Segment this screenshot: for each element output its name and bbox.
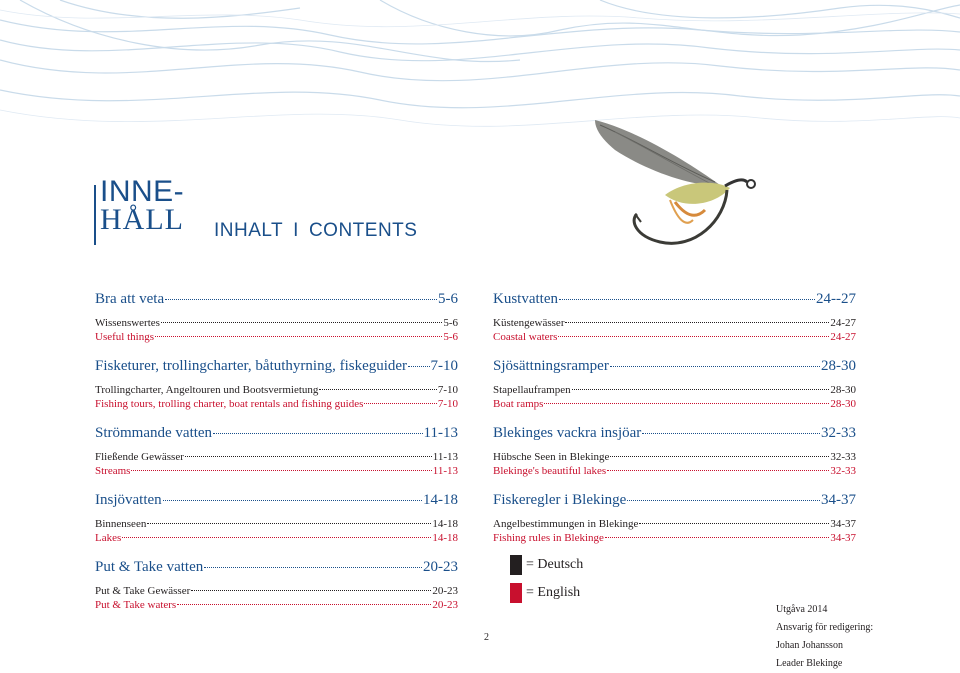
dot-leader — [364, 403, 436, 404]
dot-leader — [177, 604, 431, 605]
toc-entry-de[interactable] — [493, 517, 856, 531]
dot-leader — [213, 433, 422, 434]
toc-heading[interactable] — [95, 424, 458, 442]
toc-entry-page: 24-27 — [830, 317, 856, 329]
toc-entry-page: 11-13 — [432, 451, 458, 463]
toc-section — [493, 290, 856, 344]
dot-leader — [627, 500, 820, 501]
toc-entry-page: 24-27 — [830, 331, 856, 343]
subtitle-separator: I — [293, 220, 299, 241]
colophon-organization: Leader Blekinge — [776, 658, 843, 669]
toc-entry-label: Coastal waters — [493, 331, 558, 343]
legend-label-english: = English — [526, 585, 581, 600]
subtitle-contents: CONTENTS — [308, 220, 418, 241]
toc-section — [493, 424, 856, 478]
toc-heading-page: 5-6 — [438, 291, 458, 307]
dot-leader — [558, 336, 829, 337]
toc-entry-page: 28-30 — [830, 398, 856, 410]
toc-heading-label: Insjövatten — [95, 492, 162, 508]
dot-leader — [610, 366, 820, 367]
toc-entry-page: 32-33 — [830, 465, 856, 477]
fishing-fly-image — [575, 110, 775, 260]
toc-entry-de[interactable] — [95, 517, 458, 531]
toc-entry-en[interactable] — [95, 531, 458, 545]
dot-leader — [185, 456, 432, 457]
title-line-2: HÅLL — [100, 203, 184, 236]
dot-leader — [605, 537, 829, 538]
toc-entry-page: 7-10 — [437, 398, 458, 410]
toc-heading[interactable] — [493, 290, 856, 308]
toc-entry-label: Wissenswertes — [95, 317, 160, 329]
title-line-1: INNE- — [100, 175, 185, 208]
toc-entry-page: 7-10 — [437, 384, 458, 396]
legend-row-english — [510, 583, 583, 603]
toc-heading-page: 7-10 — [430, 358, 458, 374]
toc-heading[interactable] — [95, 491, 458, 509]
toc-heading-page: 20-23 — [423, 559, 458, 575]
dot-leader — [131, 470, 431, 471]
toc-entry-de[interactable] — [95, 450, 458, 464]
toc-entry-label: Fishing tours, trolling charter, boat rentals and fishing guides — [95, 398, 364, 410]
toc-heading-page: 14-18 — [423, 492, 458, 508]
title-subtitle — [214, 220, 417, 242]
toc-heading-page: 24--27 — [816, 291, 856, 307]
toc-entry-page: 5-6 — [443, 317, 458, 329]
wave-pattern-decoration — [0, 0, 960, 160]
dot-leader — [165, 299, 437, 300]
colophon-editor-name: Johan Johansson — [776, 640, 843, 651]
toc-entry-label: Küstengewässer — [493, 317, 565, 329]
dot-leader — [559, 299, 815, 300]
toc-entry-label: Put & Take Gewässer — [95, 585, 191, 597]
dot-leader — [642, 433, 820, 434]
toc-heading[interactable] — [493, 424, 856, 442]
toc-entry-en[interactable] — [95, 598, 458, 612]
toc-entry-page: 34-37 — [830, 532, 856, 544]
toc-entry-en[interactable] — [493, 397, 856, 411]
toc-entry-page: 34-37 — [830, 518, 856, 530]
toc-right-column — [493, 290, 856, 558]
dot-leader — [408, 366, 429, 367]
colophon — [776, 601, 873, 673]
dot-leader — [163, 500, 422, 501]
toc-section — [95, 491, 458, 545]
subtitle-inhalt: INHALT — [214, 220, 284, 241]
toc-heading[interactable] — [95, 290, 458, 308]
toc-entry-de[interactable] — [493, 383, 856, 397]
toc-heading-page: 32-33 — [821, 425, 856, 441]
toc-entry-page: 5-6 — [443, 331, 458, 343]
toc-heading-label: Strömmande vatten — [95, 425, 213, 441]
toc-entry-label: Hübsche Seen in Blekinge — [493, 451, 610, 463]
toc-entry-page: 28-30 — [830, 384, 856, 396]
toc-heading-label: Blekinges vackra insjöar — [493, 425, 642, 441]
dot-leader — [155, 336, 442, 337]
dot-leader — [610, 456, 829, 457]
toc-heading-label: Bra att veta — [95, 291, 165, 307]
toc-heading-page: 34-37 — [821, 492, 856, 508]
toc-entry-en[interactable] — [493, 464, 856, 478]
toc-entry-en[interactable] — [95, 330, 458, 344]
toc-heading-label: Kustvatten — [493, 291, 558, 307]
page-number: 2 — [484, 632, 489, 643]
dot-leader — [147, 523, 431, 524]
dot-leader — [319, 389, 436, 390]
toc-entry-de[interactable] — [493, 450, 856, 464]
toc-entry-de[interactable] — [95, 383, 458, 397]
legend-label-deutsch: = Deutsch — [526, 557, 584, 572]
toc-entry-label: Fließende Gewässer — [95, 451, 184, 463]
toc-entry-label: Useful things — [95, 331, 154, 343]
dot-leader — [544, 403, 829, 404]
toc-section — [95, 558, 458, 612]
toc-entry-page: 20-23 — [432, 599, 458, 611]
toc-entry-label: Put & Take waters — [95, 599, 177, 611]
dot-leader — [572, 389, 830, 390]
swatch-black — [510, 555, 522, 575]
toc-entry-page: 14-18 — [432, 518, 458, 530]
dot-leader — [122, 537, 431, 538]
dot-leader — [565, 322, 829, 323]
toc-entry-en[interactable] — [493, 531, 856, 545]
legend-row-deutsch — [510, 555, 583, 575]
toc-entry-label: Binnenseen — [95, 518, 147, 530]
toc-heading-label: Sjösättningsramper — [493, 358, 609, 374]
toc-entry-label: Trollingcharter, Angeltouren und Bootsvermietung — [95, 384, 319, 396]
toc-entry-page: 20-23 — [432, 585, 458, 597]
toc-heading-label: Fisketurer, trollingcharter, båtuthyrning, fiskeguider — [95, 358, 408, 374]
toc-entry-label: Fishing rules in Blekinge — [493, 532, 604, 544]
toc-heading-page: 11-13 — [423, 425, 458, 441]
language-legend — [510, 555, 583, 611]
toc-section — [493, 491, 856, 545]
toc-entry-page: 14-18 — [432, 532, 458, 544]
dot-leader — [191, 590, 431, 591]
toc-entry-label: Stapellauframpen — [493, 384, 571, 396]
dot-leader — [607, 470, 829, 471]
toc-entry-label: Streams — [95, 465, 131, 477]
toc-heading-label: Fiskeregler i Blekinge — [493, 492, 627, 508]
toc-entry-page: 11-13 — [432, 465, 458, 477]
toc-entry-page: 32-33 — [830, 451, 856, 463]
toc-entry-label: Angelbestimmungen in Blekinge — [493, 518, 639, 530]
toc-heading[interactable] — [95, 357, 458, 375]
toc-entry-en[interactable] — [95, 464, 458, 478]
toc-heading[interactable] — [493, 357, 856, 375]
toc-entry-de[interactable] — [493, 316, 856, 330]
toc-section — [95, 357, 458, 411]
toc-entry-de[interactable] — [95, 316, 458, 330]
toc-entry-en[interactable] — [493, 330, 856, 344]
toc-heading[interactable] — [95, 558, 458, 576]
colophon-edition: Utgåva 2014 — [776, 604, 828, 615]
dot-leader — [639, 523, 829, 524]
toc-entry-label: Boat ramps — [493, 398, 544, 410]
toc-heading[interactable] — [493, 491, 856, 509]
dot-leader — [204, 567, 422, 568]
swatch-red — [510, 583, 522, 603]
toc-heading-label: Put & Take vatten — [95, 559, 204, 575]
toc-left-column — [95, 290, 458, 625]
toc-section — [95, 424, 458, 478]
toc-section — [493, 357, 856, 411]
title-accent-bar — [94, 185, 96, 245]
toc-entry-de[interactable] — [95, 584, 458, 598]
dot-leader — [161, 322, 442, 323]
toc-section — [95, 290, 458, 344]
toc-entry-label: Blekinge's beautiful lakes — [493, 465, 607, 477]
toc-entry-en[interactable] — [95, 397, 458, 411]
toc-heading-page: 28-30 — [821, 358, 856, 374]
toc-entry-label: Lakes — [95, 532, 122, 544]
colophon-editor-label: Ansvarig för redigering: — [776, 622, 874, 633]
